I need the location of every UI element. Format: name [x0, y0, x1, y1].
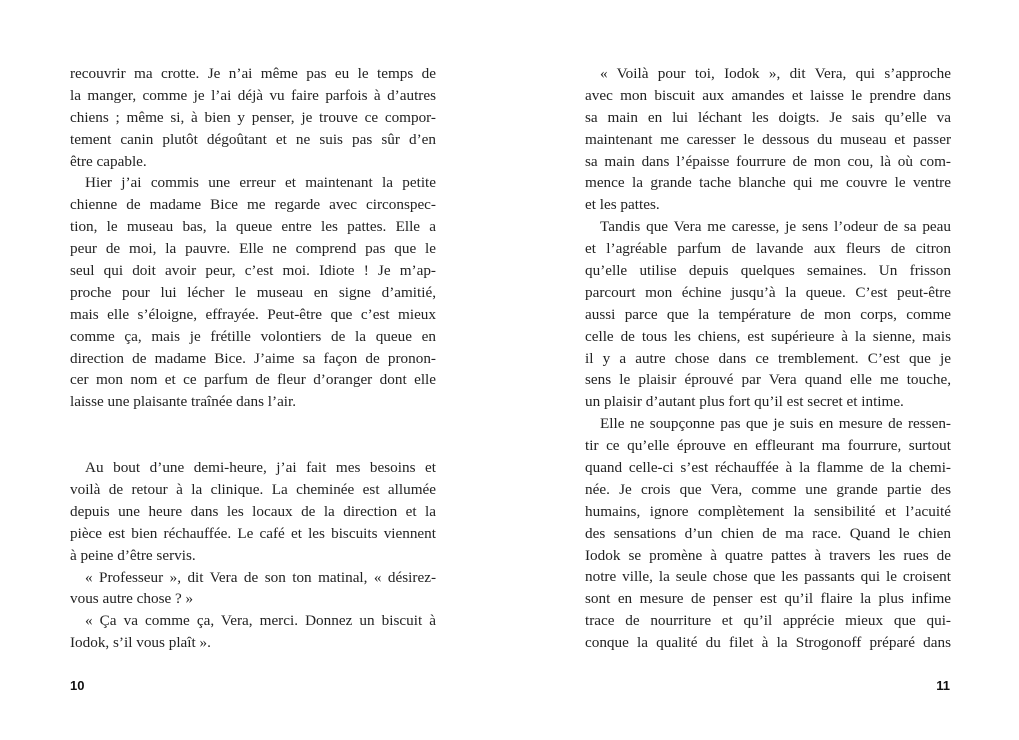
- text-line: Elle ne soupçonne pas que je suis en mesure de ressen-: [600, 415, 951, 433]
- left-page: [0, 0, 509, 740]
- text-line: conque la qualité du filet à la Strogonoff préparé dans: [585, 634, 951, 652]
- text-line: sens le plaisir éprouvé par Vera quand elle me touche,: [585, 371, 951, 389]
- text-line: depuis une heure dans les locaux de la direction et la: [70, 502, 436, 520]
- text-line: quand celle-ci s’est réchauffée à la flamme de la chemi-: [585, 459, 951, 477]
- text-line: il y a autre chose dans ce tremblement. C’est que je: [585, 349, 951, 367]
- text-line: vous autre chose ? »: [70, 590, 194, 608]
- text-line: proche pour lui lécher le museau en signe d’amitié,: [70, 283, 436, 301]
- text-line: sa main en lui léchant les doigts. Je sais qu’elle va: [585, 108, 951, 126]
- text-line: maintenant me caresser le dessous du museau et passer: [585, 130, 951, 148]
- text-line: sont en mesure de penser est qu’il flaire la plus infime: [585, 590, 951, 608]
- text-line: peur de moi, la pauvre. Elle ne comprend pas que le: [70, 240, 436, 258]
- text-line: la manger, comme je l’ai déjà vu faire parfois à d’autres: [70, 86, 436, 104]
- section-break: [70, 413, 436, 457]
- text-line: qu’elle utilise depuis quelques semaines. Un frisson: [585, 262, 951, 280]
- text-line: être capable.: [70, 152, 147, 170]
- text-line: à peine d’être servis.: [70, 546, 196, 564]
- text-line: cer mon nom et ce parfum de fleur d’oranger dont elle: [70, 371, 436, 389]
- text-line: recouvrir ma crotte. Je n’ai même pas eu le temps de: [70, 65, 436, 82]
- text-line: Iodok, s’il vous plaît ».: [70, 634, 211, 652]
- text-line: chienne de madame Bice me regarde avec circonspec-: [70, 196, 436, 214]
- text-line: des sensations d’un chien de ma race. Quand le chien: [585, 524, 951, 542]
- page-number: 10: [70, 678, 85, 693]
- text-line: sa main dans l’épaisse fourrure de mon cou, là où com-: [585, 152, 951, 170]
- text-line: chiens ; même si, à bien y penser, je trouve ce compor-: [70, 108, 436, 126]
- right-page-text: [585, 63, 951, 654]
- text-line: notre ville, la seule chose que les passants qui le croisent: [585, 568, 951, 586]
- text-line: un plaisir d’autant plus fort qu’il est secret et intime.: [585, 393, 904, 411]
- text-line: tement canin plutôt dégoûtant et ne suis pas sûr d’en: [70, 130, 436, 148]
- right-page-section: [585, 63, 951, 654]
- text-line: tir ce qu’elle éprouve en effleurant ma fourrure, surtout: [585, 437, 951, 455]
- text-line: laisse une plaisante traînée dans l’air.: [70, 393, 297, 411]
- text-line: Iodok se promène à quatre pattes à travers les rues de: [585, 546, 951, 564]
- text-line: seul qui doit avoir peur, c’est moi. Idiote ! Je m’ap-: [70, 262, 436, 280]
- left-page-section-1: [70, 63, 436, 413]
- text-line: tion, le museau bas, la queue entre les pattes. Elle a: [70, 218, 436, 236]
- text-line: celle de tous les chiens, est supérieure à la sienne, mais: [585, 327, 951, 345]
- text-line: humains, ignore complètement la sensibilité et l’acuité: [585, 502, 951, 520]
- text-line: « Professeur », dit Vera de son ton matinal, « désirez-: [85, 568, 436, 586]
- left-page-text: [70, 63, 436, 654]
- text-line: mais elle s’éloigne, effrayée. Peut-être que c’est mieux: [70, 305, 436, 323]
- text-line: aussi parce que la température de mon corps, comme: [585, 305, 951, 323]
- text-line: et l’agréable parfum de lavande aux fleurs de citron: [585, 240, 951, 258]
- left-page-section-2: [70, 457, 436, 654]
- text-line: trace de nourriture et qu’il apprécie mieux que qui-: [585, 612, 951, 630]
- text-line: née. Je crois que Vera, comme une grande partie des: [585, 480, 951, 498]
- right-page: [509, 0, 1019, 740]
- text-line: Au bout d’une demi-heure, j’ai fait mes besoins et: [85, 459, 436, 477]
- text-line: et les pattes.: [585, 196, 660, 214]
- text-line: Tandis que Vera me caresse, je sens l’odeur de sa peau: [600, 218, 951, 236]
- text-line: « Voilà pour toi, Iodok », dit Vera, qui s’approche: [600, 65, 951, 82]
- text-line: pièce est bien réchauffée. Le café et les biscuits viennent: [70, 524, 436, 542]
- text-line: parcourt mon échine jusqu’à la queue. C’est peut-être: [585, 283, 951, 301]
- text-line: avec mon biscuit aux amandes et laisse le prendre dans: [585, 86, 951, 104]
- text-line: comme ça, mais je frétille volontiers de la queue en: [70, 327, 436, 345]
- text-line: Hier j’ai commis une erreur et maintenant la petite: [85, 174, 436, 192]
- text-line: direction de madame Bice. J’aime sa façon de pronon-: [70, 349, 436, 367]
- text-line: « Ça va comme ça, Vera, merci. Donnez un biscuit à: [85, 612, 436, 630]
- text-line: voilà de retour à la clinique. La cheminée est allumée: [70, 480, 436, 498]
- page-number: 11: [936, 678, 950, 693]
- text-line: mence la grande tache blanche qui me couvre le ventre: [585, 174, 951, 192]
